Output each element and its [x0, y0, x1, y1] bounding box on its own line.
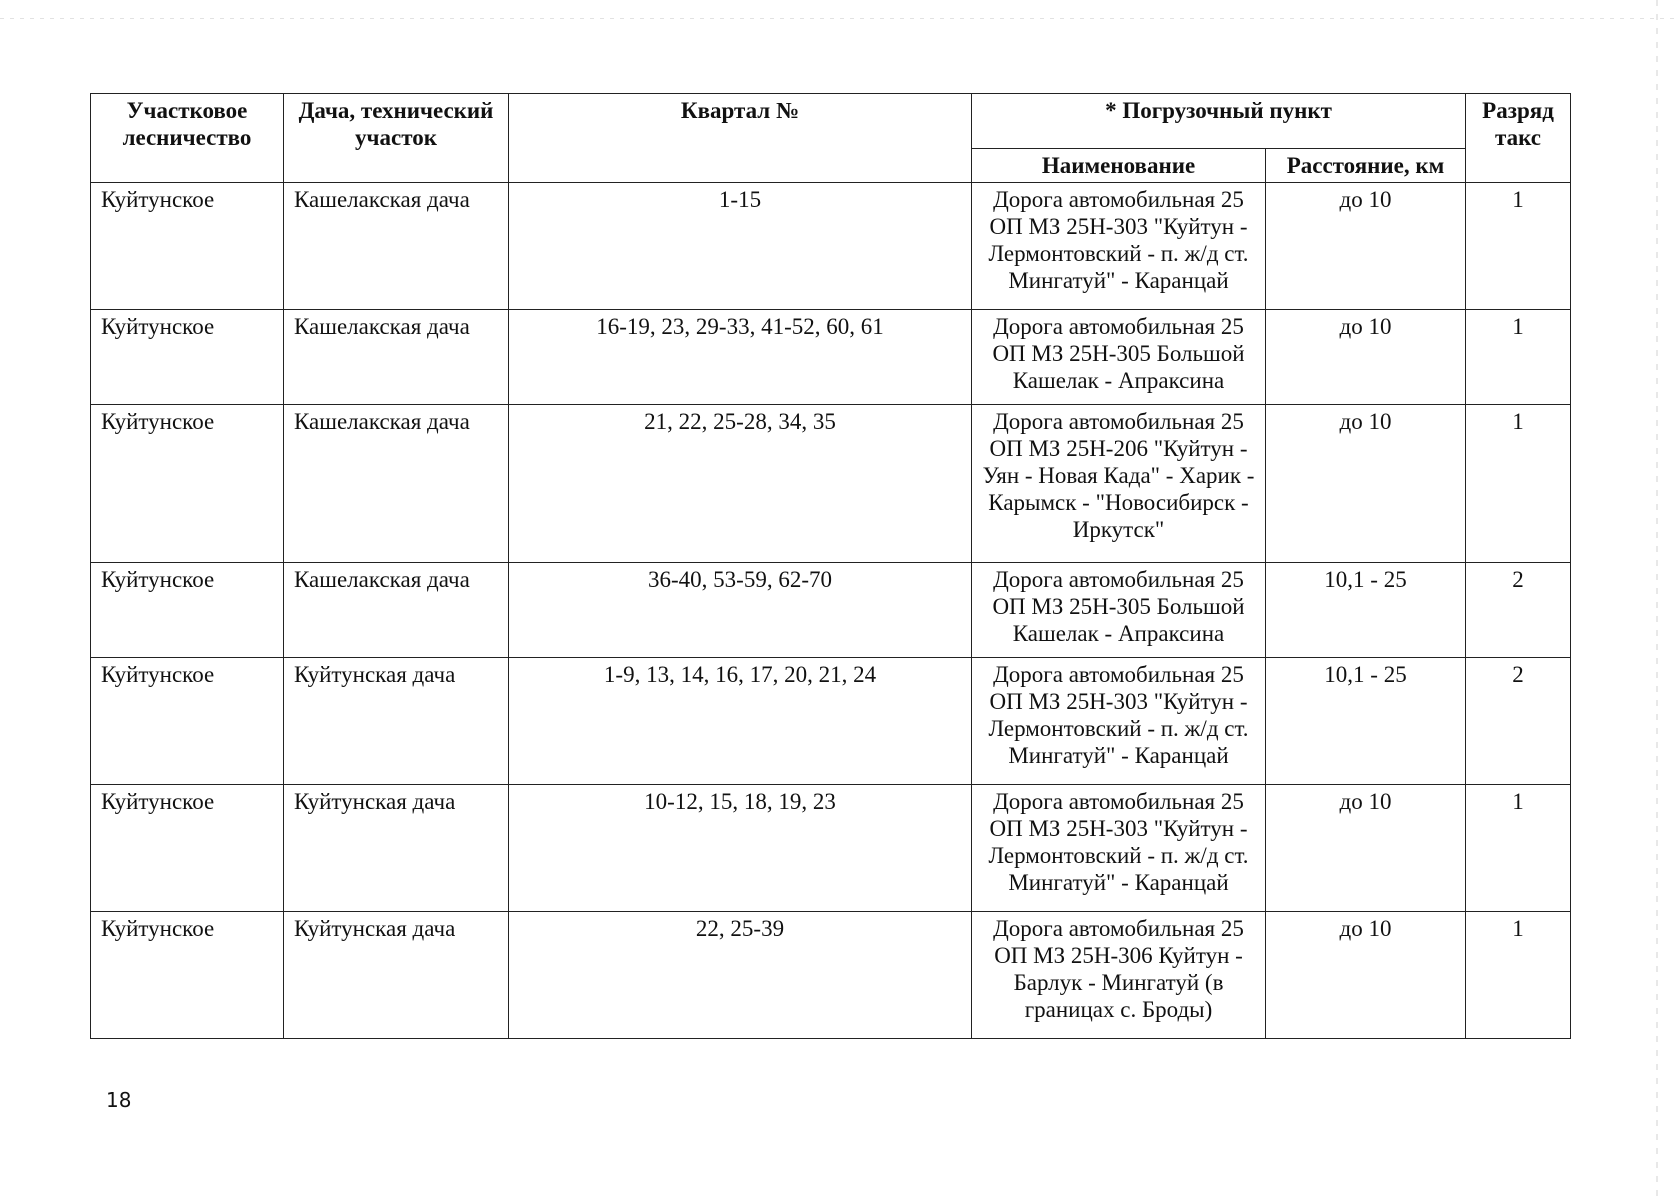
cell-dacha: Кашелакская дача — [284, 404, 509, 562]
cell-loading-name: Дорога автомобильная 25 ОП МЗ 25Н-303 "Куйтун - Лермонтовский - п. ж/д ст. Мингатуй" - Каранцай — [972, 657, 1266, 784]
cell-dacha: Куйтунская дача — [284, 784, 509, 911]
cell-quarter: 22, 25-39 — [509, 911, 972, 1038]
cell-forestry: Куйтунское — [91, 657, 284, 784]
header-tax-class: Разряд такс — [1466, 94, 1571, 183]
cell-loading-name: Дорога автомобильная 25 ОП МЗ 25Н-305 Большой Кашелак - Апраксина — [972, 309, 1266, 404]
cell-distance: до 10 — [1266, 911, 1466, 1038]
cell-quarter: 1-9, 13, 14, 16, 17, 20, 21, 24 — [509, 657, 972, 784]
cell-quarter: 36-40, 53-59, 62-70 — [509, 562, 972, 657]
page-number: 18 — [106, 1088, 132, 1112]
cell-quarter: 21, 22, 25-28, 34, 35 — [509, 404, 972, 562]
cell-quarter: 16-19, 23, 29-33, 41-52, 60, 61 — [509, 309, 972, 404]
cell-tax-class: 2 — [1466, 562, 1571, 657]
cell-loading-name: Дорога автомобильная 25 ОП МЗ 25Н-303 "Куйтун - Лермонтовский - п. ж/д ст. Мингатуй" - Каранцай — [972, 182, 1266, 309]
cell-dacha: Кашелакская дача — [284, 182, 509, 309]
cell-dacha: Куйтунская дача — [284, 657, 509, 784]
cell-forestry: Куйтунское — [91, 404, 284, 562]
cell-dacha: Куйтунская дача — [284, 911, 509, 1038]
cell-quarter: 10-12, 15, 18, 19, 23 — [509, 784, 972, 911]
cell-distance: до 10 — [1266, 309, 1466, 404]
cell-quarter: 1-15 — [509, 182, 972, 309]
cell-forestry: Куйтунское — [91, 911, 284, 1038]
table-row — [91, 657, 1571, 784]
loading-points-table — [90, 93, 1571, 1039]
header-name: Наименование — [972, 149, 1266, 183]
cell-tax-class: 1 — [1466, 404, 1571, 562]
table-row — [91, 182, 1571, 309]
cell-distance: до 10 — [1266, 404, 1466, 562]
table-row — [91, 784, 1571, 911]
cell-loading-name: Дорога автомобильная 25 ОП МЗ 25Н-303 "Куйтун - Лермонтовский - п. ж/д ст. Мингатуй" - Каранцай — [972, 784, 1266, 911]
cell-distance: до 10 — [1266, 182, 1466, 309]
cell-distance: 10,1 - 25 — [1266, 657, 1466, 784]
cell-distance: до 10 — [1266, 784, 1466, 911]
cell-dacha: Кашелакская дача — [284, 562, 509, 657]
cell-forestry: Куйтунское — [91, 182, 284, 309]
cell-tax-class: 1 — [1466, 182, 1571, 309]
cell-tax-class: 1 — [1466, 309, 1571, 404]
scan-border-top — [0, 18, 1676, 19]
table-row — [91, 911, 1571, 1038]
cell-loading-name: Дорога автомобильная 25 ОП МЗ 25Н-206 "Куйтун - Уян - Новая Када" - Харик - Карымск - "Новосибирск - Иркутск" — [972, 404, 1266, 562]
cell-forestry: Куйтунское — [91, 309, 284, 404]
cell-dacha: Кашелакская дача — [284, 309, 509, 404]
cell-distance: 10,1 - 25 — [1266, 562, 1466, 657]
cell-loading-name: Дорога автомобильная 25 ОП МЗ 25Н-305 Большой Кашелак - Апраксина — [972, 562, 1266, 657]
header-forestry: Участковое лесничество — [91, 94, 284, 183]
cell-tax-class: 2 — [1466, 657, 1571, 784]
table-row — [91, 562, 1571, 657]
table-header — [91, 94, 1571, 183]
table-row — [91, 404, 1571, 562]
cell-tax-class: 1 — [1466, 911, 1571, 1038]
header-quarter: Квартал № — [509, 94, 972, 183]
cell-tax-class: 1 — [1466, 784, 1571, 911]
header-distance: Расстояние, км — [1266, 149, 1466, 183]
cell-forestry: Куйтунское — [91, 784, 284, 911]
table-body — [91, 182, 1571, 1038]
scan-border-right — [1656, 0, 1658, 1200]
header-loading-point: * Погрузочный пункт — [972, 94, 1466, 149]
table-row — [91, 309, 1571, 404]
header-dacha: Дача, технический участок — [284, 94, 509, 183]
cell-forestry: Куйтунское — [91, 562, 284, 657]
cell-loading-name: Дорога автомобильная 25 ОП МЗ 25Н-306 Куйтун - Барлук - Мингатуй (в границах с. Броды) — [972, 911, 1266, 1038]
